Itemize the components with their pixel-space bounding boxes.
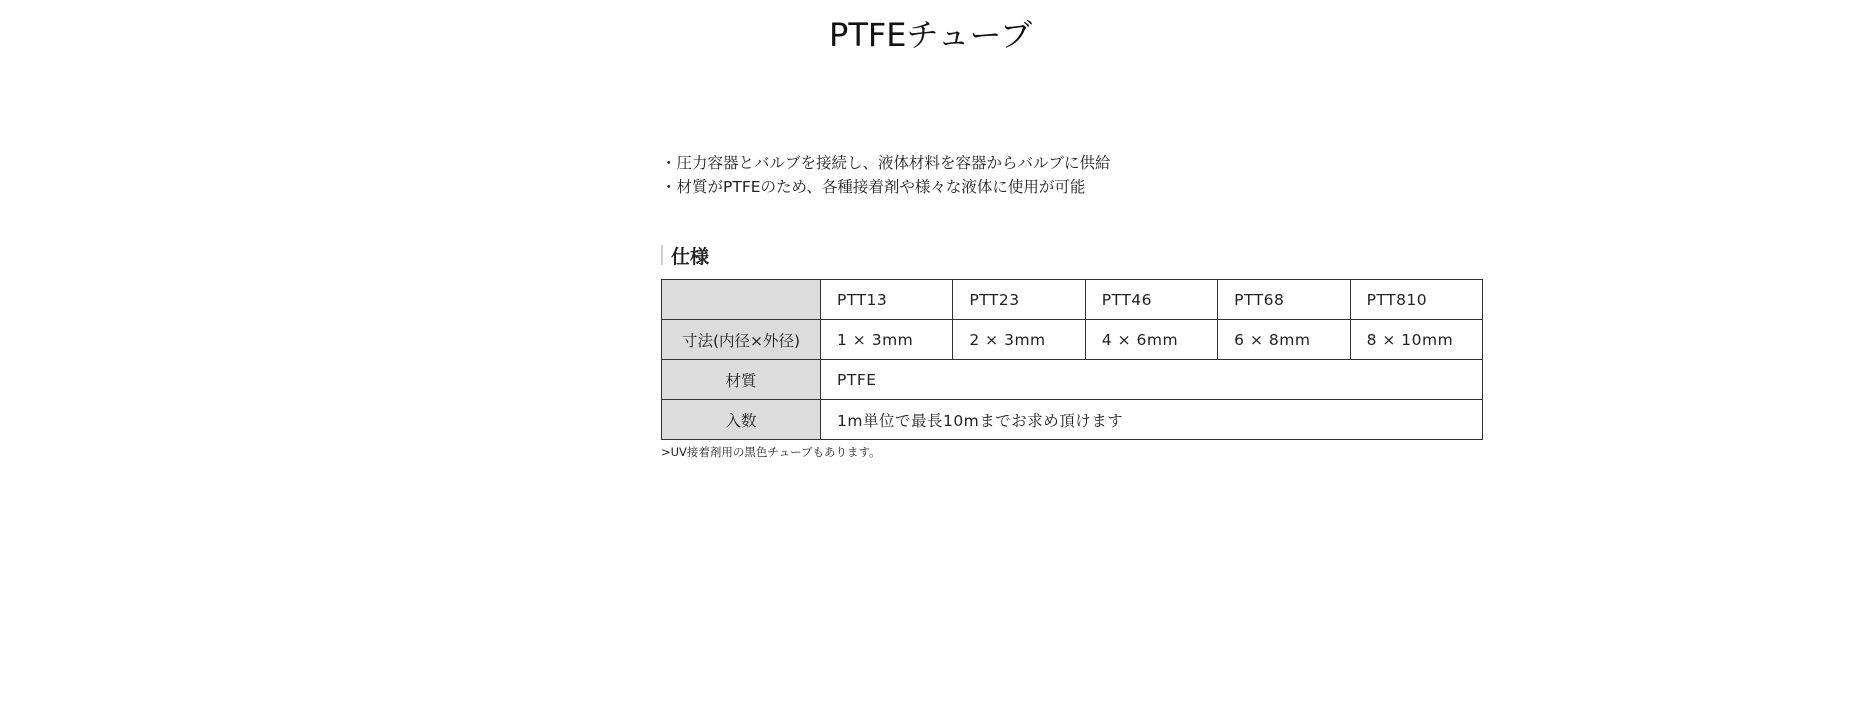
quantity-cell: 1m単位で最長10mまでお求め頂けます — [821, 400, 1483, 440]
feature-item: ・材質がPTFEのため、各種接着剤や様々な液体に使用が可能 — [661, 178, 1086, 196]
model-cell: PTT46 — [1085, 280, 1217, 320]
section-title: 仕様 — [671, 245, 710, 268]
dimension-cell: 2 × 3mm — [953, 320, 1085, 360]
section-heading — [661, 243, 1483, 267]
section-bar-decoration — [661, 245, 663, 265]
table-row-dimensions — [662, 320, 1483, 360]
dimension-cell: 8 × 10mm — [1350, 320, 1482, 360]
row-label-dimensions: 寸法(内径×外径) — [662, 320, 821, 360]
page-title: PTFEチューブ — [829, 16, 1032, 54]
table-row-quantity — [662, 400, 1483, 440]
row-label-quantity: 入数 — [662, 400, 821, 440]
row-label-material: 材質 — [662, 360, 821, 400]
footnote: >UV接着剤用の黒色チューブもあります。 — [661, 445, 881, 459]
material-cell: PTFE — [821, 360, 1483, 400]
feature-item: ・圧力容器とバルブを接続し、液体材料を容器からバルブに供給 — [661, 154, 1111, 172]
spec-table — [661, 279, 1483, 440]
feature-list — [661, 151, 1483, 199]
table-row-models — [662, 280, 1483, 320]
dimension-cell: 4 × 6mm — [1085, 320, 1217, 360]
dimension-cell: 1 × 3mm — [821, 320, 953, 360]
table-row-material — [662, 360, 1483, 400]
dimension-cell: 6 × 8mm — [1218, 320, 1350, 360]
table-corner-cell — [662, 280, 821, 320]
model-cell: PTT68 — [1218, 280, 1350, 320]
model-cell: PTT13 — [821, 280, 953, 320]
main-content — [661, 151, 1483, 460]
model-cell: PTT23 — [953, 280, 1085, 320]
model-cell: PTT810 — [1350, 280, 1482, 320]
